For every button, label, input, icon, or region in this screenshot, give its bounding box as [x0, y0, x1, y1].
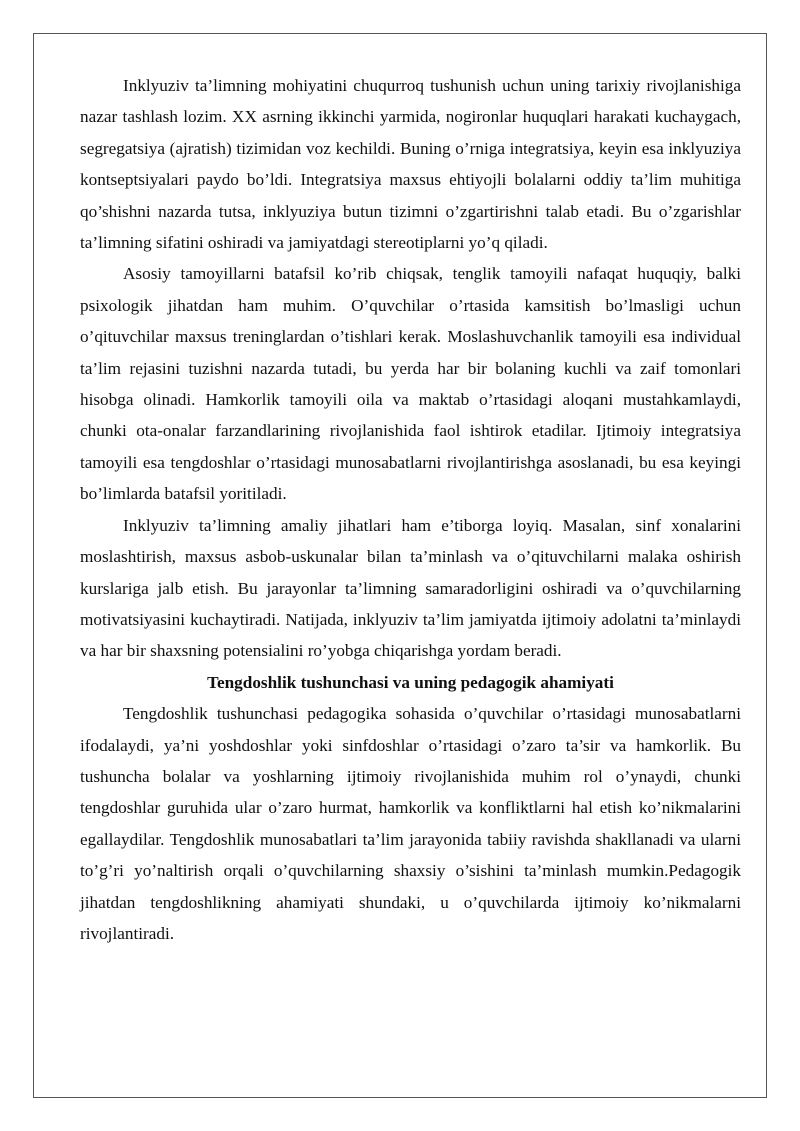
paragraph-principles: Asosiy tamoyillarni batafsil ko’rib chiqsak, tenglik tamoyili nafaqat huquqiy, balki psixologik jihatdan ham muhim. O’quvchilar o’rtasida kamsitish bo’lmasligi uchun o’qituvchilar maxsus treninglardan o’tishlari kerak. Moslashuvchanlik tamoyili esa individual ta’lim rejasini tuzishni nazarda tutadi, bu yerda har bir bolaning kuchli va zaif tomonlari hisobga olinadi. Hamkorlik tamoyili oila va maktab o’rtasidagi aloqani mustahkamlaydi, chunki ota-onalar farzandlarining rivojlanishida faol ishtirok etadilar. Ijtimoiy integratsiya tamoyili esa tengdoshlar o’rtasidagi munosabatlarni rivojlantirishga asoslanadi, bu esa keyingi bo’limlarda batafsil yoritiladi. — [80, 264, 741, 504]
document-body — [80, 70, 741, 949]
paragraph-peer-concept: Tengdoshlik tushunchasi pedagogika sohasida o’quvchilar o’rtasidagi munosabatlarni ifodalaydi, ya’ni yoshdoshlar yoki sinfdoshlar o’rtasidagi o’zaro ta’sir va hamkorlik. Bu tushuncha bolalar va yoshlarning ijtimoiy rivojlanishida muhim rol o’ynaydi, chunki tengdoshlar guruhida ular o’zaro hurmat, hamkorlik va konfliktlarni hal etish ko’nikmalarini egallaydilar. Tengdoshlik munosabatlari ta’lim jarayonida tabiiy ravishda shakllanadi va ularni to’g’ri yo’naltirish orqali o’quvchilarning shaxsiy o’sishini ta’minlash mumkin.Pedagogik jihatdan tengdoshlikning ahamiyati shundaki, u o’quvchilarda ijtimoiy ko’nikmalarni rivojlantiradi. — [80, 704, 741, 943]
section-heading: Tengdoshlik tushunchasi va uning pedagogik ahamiyati — [207, 672, 614, 692]
paragraph-practical: Inklyuziv ta’limning amaliy jihatlari ham e’tiborga loyiq. Masalan, sinf xonalarini moslashtirish, maxsus asbob-uskunalar bilan ta’minlash va o’qituvchilarni malaka oshirish kurslariga jalb etish. Bu jarayonlar ta’limning samaradorligini oshiradi va o’quvchilarning motivatsiyasini kuchaytiradi. Natijada, inklyuziv ta’lim jamiyatda ijtimoiy adolatni ta’minlaydi va har bir shaxsning potensialini ro’yobga chiqarishga yordam beradi. — [80, 515, 741, 661]
paragraph-history: Inklyuziv ta’limning mohiyatini chuqurroq tushunish uchun uning tarixiy rivojlanishiga nazar tashlash lozim. XX asrning ikkinchi yarmida, nogironlar huquqlari harakati kuchaygach, segregatsiya (ajratish) tizimidan voz kechildi. Buning o’rniga integratsiya, keyin esa inklyuziya kontseptsiyalari paydo bo’ldi. Integratsiya maxsus ehtiyojli bolalarni oddiy ta’lim muhitiga qo’shishni nazarda tutsa, inklyuziya butun tizimni o’zgartirishni talab etadi. Bu o’zgarishlar ta’limning sifatini oshiradi va jamiyatdagi stereotiplarni yo’q qiladi. — [80, 76, 741, 253]
